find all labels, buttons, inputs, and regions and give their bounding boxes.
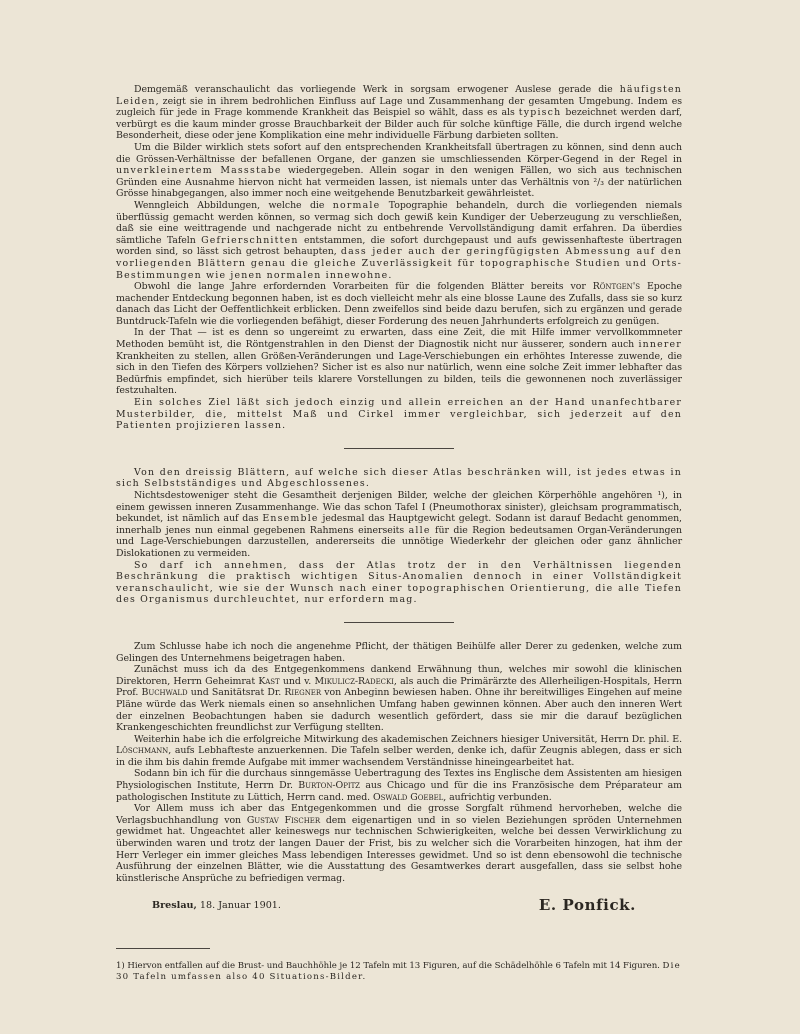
document-page [116, 84, 682, 983]
text: Um die Bilder wirklich stets sofort auf den entsprechenden Krankheitsfall übertragen zu können, sind denn auch die Grössen-Verhältnisse der befallenen Organe, der ganzen sie umschliessenden Körper-Gegend in der Regel in [116, 141, 682, 165]
place: Breslau, [152, 900, 197, 912]
emphasis: unverkleinertem Massstabe [116, 165, 282, 177]
emphasis: dass jeder auch der geringfügigsten Abmessung auf den vorliegenden Blättern genau die gleiche Zuverlässigkeit für topographische Studien und Orts-Bestimmungen wie jenen normalen innewohne. [116, 246, 682, 281]
text: , zeigt sie in ihrem bedrohlichen Einfluss auf Lage und Zusammenhang der gesamten Umgebung. Indem es zugleich für jede in Frage kommende Krankheit das Beispiel so wählt, dass es als [116, 95, 682, 119]
text: Topographie behandeln, durch die vorliegenden niemals überflüssig gemacht werden können, so vermag sich doch gewiß kein Kundiger der Ueberzeugung zu verschließen, daß sie eine weittragende und nachgerade nicht zu entbehrende Vervollständigung damit erfahren. Da überdies sämtliche Tafeln [116, 199, 682, 246]
date: 18. Januar 1901. [196, 900, 281, 912]
person-name: Löschmann [116, 745, 169, 757]
section-divider [344, 448, 454, 449]
paragraph: Von den dreissig Blättern, auf welche sich dieser Atlas beschränken will, ist jedes etwas in sich Selbstständiges und Abgeschlossenes. [116, 466, 682, 490]
person-name: Kast [258, 675, 280, 687]
text: Demgemäß veranschaulicht das vorliegende Werk in sorgsam erwogener Auslese gerade die [134, 84, 620, 95]
person-name: Burton-Opitz [298, 780, 360, 792]
author-signature: E. Ponfick. [538, 896, 636, 915]
text: Sodann bin ich für die durchaus sinngemässe Uebertragung des Textes ins Englische dem Assistenten am hiesigen Physiologischen Institute, Herrn Dr. [116, 768, 682, 792]
text: Wenngleich Abbildungen, welche die [134, 199, 333, 211]
paragraph [116, 490, 682, 560]
paragraph [116, 327, 682, 397]
footnote [116, 961, 682, 982]
signature-block [116, 896, 682, 926]
paragraph [116, 281, 682, 327]
emphasis: häufigsten Leiden [116, 84, 682, 107]
paragraph: Zum Schlusse habe ich noch die angenehme Pflicht, der thätigen Beihülfe aller Derer zu gedenken, welche zum Gelingen des Unternehmens beigetragen haben. [116, 640, 682, 664]
text: bezeichnet werden darf, verbürgt es die kaum minder grosse Brauchbarkeit der Bilder auch für solche künftige Fälle, die durch irgend welche Besonderheit, diese oder jene Komplikation eine mehr individuelle Färbung darbieten sollten. [116, 107, 682, 142]
text: , aufs Lebhafteste anzuerkennen. Die Tafeln selber werden, denke ich, dafür Zeugnis ablegen, dass er sich in die ihm bis dahin fremde Aufgabe mit immer wachsendem Verständnisse hineingearbeitet hat. [116, 745, 682, 768]
text: Epoche machender Entdeckung begonnen haben, ist es doch vielleicht mehr als eine blosse Laune des Zufalls, dass sie so kurz danach das Licht der Oeffentlichkeit erblicken. Denn zweifellos sind beide dazu berufen, sich zu ergänzen und gerade Buntdruck-Tafeln wie die vorliegenden befähigt, dieser Forderung des neuen Jahrhunderts erfolgreich zu genügen. [116, 281, 682, 327]
text: entstammen, die sofort durchgepaust und aufs gewissenhafteste übertragen worden sind, so lässt sich getrost behaupten, [116, 234, 682, 258]
person-name: Röntgen's [592, 281, 641, 293]
text: und Sanitätsrat Dr. [187, 687, 285, 699]
person-name: Oswald Goebel [373, 791, 444, 803]
text: In der That — ist es denn so ungereimt zu erwarten, dass eine Zeit, die mit Hilfe immer vervollkommneter Methoden bemüht ist, die Röntgenstrahlen in den Dienst der Diagnostik nicht nur äusserer, sondern auch [116, 327, 682, 351]
text: , aufrichtig verbunden. [443, 791, 552, 803]
emphasis: normale [332, 199, 381, 211]
text: aus Chicago und für die ins Französische dem Préparateur am pathologischen Institute zu Lüttich, Herrn cand. med. [116, 780, 682, 803]
person-name: Buchwald [141, 687, 188, 699]
emphasis: alle [408, 524, 431, 536]
date-line [152, 900, 281, 911]
text: dem eigenartigen und in so vielen Beziehungen spröden Unternehmen gewidmet hat. Ungeachtet aller keineswegs nur technischen Schwierigkeiten, welche bei dessen Verwirklichung zu überwinden waren und trotz der langen Dauer der Frist, bis zu welcher sich die Vorarbeiten hinzogen, hat ihm der Herr Verleger ein immer gleiches Mass lebendigen Interesses gewidmet. Und so ist denn ebensowohl die technische Ausführung der einzelnen Blätter, wie die Ausstattung des Gesamtwerkes derart ausgefallen, dass sie selbst hohe künstlerische Ansprüche zu befriedigen vermag. [116, 814, 683, 884]
paragraph [116, 768, 682, 803]
emphasis: Gefrierschnitten [201, 234, 299, 246]
emphasis: Die 30 Tafeln umfassen also 40 Situations-Bilder. [116, 961, 681, 982]
emphasis: typisch [518, 107, 562, 119]
text: Vor Allem muss ich aber das Entgegenkommen und die grosse Sorgfalt rühmend hervorheben, welche die Verlagsbuchhandlung von [116, 803, 682, 826]
paragraph [116, 84, 682, 142]
footnote-divider [116, 948, 210, 949]
paragraph: Ein solches Ziel läßt sich jedoch einzig und allein erreichen an der Hand unanfechtbarer Musterbilder, die, mittelst Maß und Cirkel immer vergleichbar, sich jederzeit auf den Patienten projizieren lassen. [116, 397, 682, 432]
paragraph [116, 803, 682, 884]
text: , als auch die Primärärzte des Allerheiligen-Hospitals, Herrn Prof. [116, 675, 682, 699]
text: Zunächst muss ich da des Entgegenkommens dankend Erwähnung thun, welches mir sowohl die klinischen Direktoren, Herrn Geheimrat [116, 664, 682, 687]
emphasis: innerer [638, 339, 682, 351]
section-divider [344, 622, 454, 623]
text: 1) Hiervon entfallen auf die Brust- und Bauchhöhle je 12 Tafeln mit 13 Figuren, auf die Schädelhöhle 6 Tafeln mit 14 Figuren. [116, 961, 663, 972]
paragraph [116, 142, 682, 200]
paragraph [116, 664, 682, 734]
text: jedesmal das Hauptgewicht gelegt. Sodann ist darauf Bedacht genommen, innerhalb jenes nun einmal gegebenen Rahmens einerseits [116, 513, 682, 536]
footnote-text [116, 961, 682, 982]
text: wiedergegeben. Allein sogar in den wenigen Fällen, wo sich aus technischen Gründen eine Ausnahme hiervon nicht hat vermeiden lassen, ist niemals unter das Verhältnis von ²/₃ der natürlichen Grösse hinabgegangen, also immer noch eine weitgehende Benutzbarkeit gewährleistet. [116, 165, 682, 200]
text: für die Region bedeutsamen Organ-Veränderungen und Lage-Verschiebungen darzustellen, andererseits die unnötige Wiederkehr der gleichen oder ganz ähnlicher Dislokationen zu vermeiden. [116, 524, 682, 559]
text: Weiterhin habe ich die erfolgreiche Mitwirkung des akademischen Zeichners hiesiger Universität, Herrn Dr. phil. E. [134, 733, 682, 745]
text: Krankheiten zu stellen, allen Größen-Veränderungen und Lage-Verschiebungen ein erhöhtes Interesse zuwende, die sich in den Tiefen des Körpers vollziehen? Sicher ist es also nur natürlich, wenn eine solche Zeit immer lebhafter das Bedürfnis empfindet, sich hierüber teils klarere Vorstellungen zu bilden, teils die gewonnenen noch zuverlässiger festzuhalten. [116, 350, 682, 397]
person-name: Gustav Fischer [246, 814, 321, 826]
text: von Anbeginn bewiesen haben. Ohne ihr bereitwilliges Eingehen auf meine Pläne würde das Werk niemals einen so ansehnlichen Umfang haben gewinnen können. Aber auch den inneren Wert der einzelnen Beobachtungen haben sie dadurch wesentlich gefördert, dass sie mir die darauf bezüglichen Krankengeschichten freundlichst zur Verfügung stellten. [116, 687, 682, 734]
emphasis: Ensemble [262, 513, 319, 525]
person-name: Mikulicz-Radecki [314, 675, 394, 687]
paragraph: So darf ich annehmen, dass der Atlas trotz der in den Verhältnissen liegenden Beschränkung die praktisch wichtigen Situs-Anomalien dennoch in einer Vollständigkeit veranschaulicht, wie sie der Wunsch nach einer topographischen Orientierung, die alle Tiefen des Organismus durchleuchtet, nur erfordern mag. [116, 559, 682, 606]
text: Nichtsdestoweniger steht die Gesamtheit derjenigen Bilder, welche der gleichen Körperhöhle angehören ¹), in einem gewissen inneren Zusammenhange. Wie das schon Tafel I (Pneumothorax sinister), gleichsam programmatisch, bekundet, ist nämlich auf das [116, 490, 682, 525]
paragraph [116, 200, 682, 281]
paragraph [116, 734, 682, 769]
person-name: Riegner [284, 687, 322, 699]
text: Obwohl die lange Jahre erfordernden Vorarbeiten für die folgenden Blätter bereits vor [134, 281, 593, 293]
text: und v. [279, 675, 315, 687]
